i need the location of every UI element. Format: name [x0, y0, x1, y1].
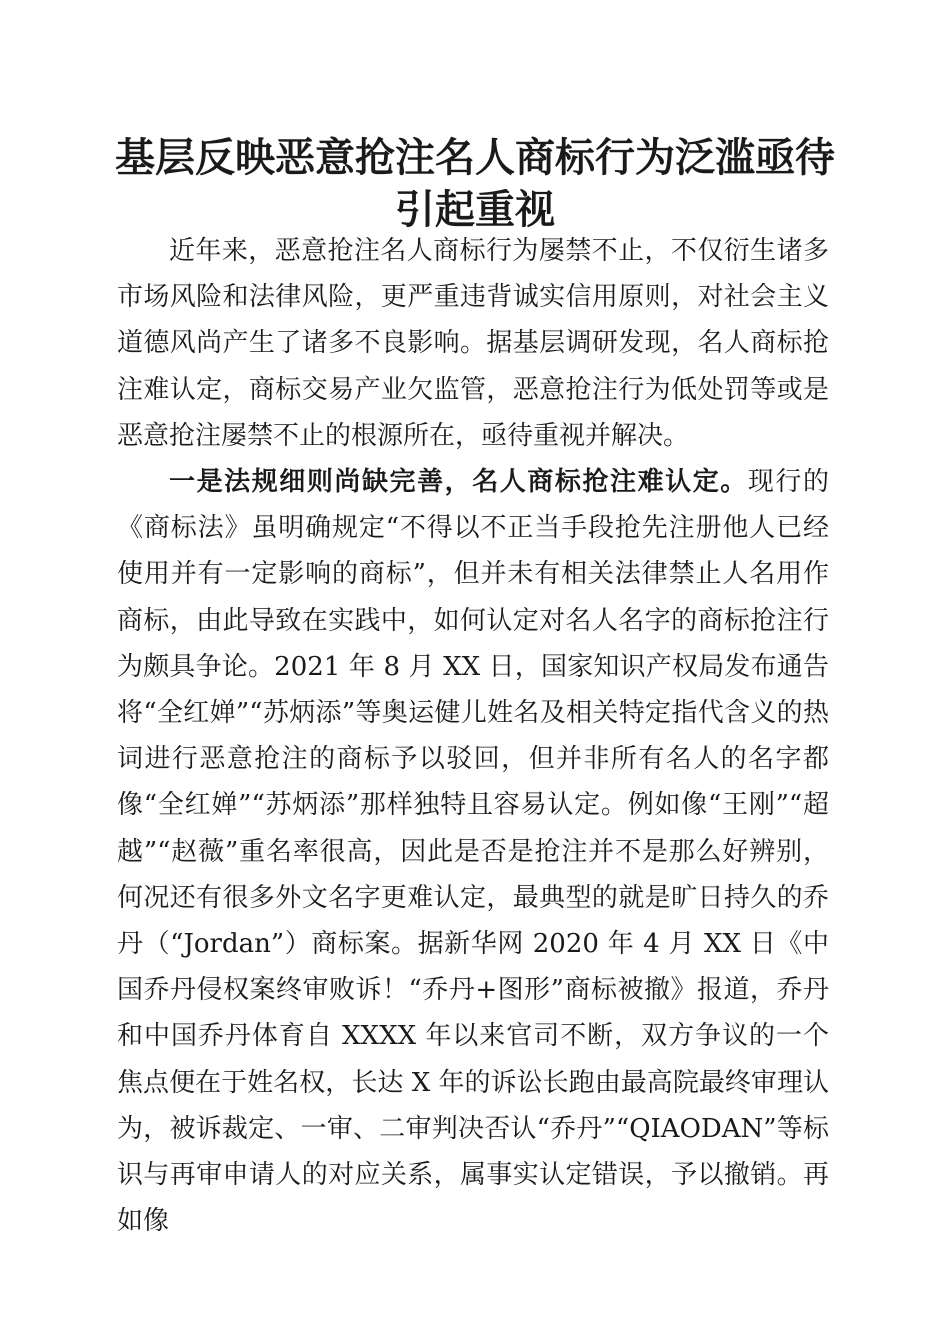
paragraph-intro — [117, 228, 829, 459]
paragraph-point-one — [117, 459, 829, 1244]
paragraph-point-one-text: 现行的《商标法》虽明确规定“不得以不正当手段抢先注册他人已经使用并有一定影响的商标”，但并未有相关法律禁止人名用作商标，由此导致在实践中，如何认定对名人名字的商标抢注行为颇具争论。2021 年 8 月 XX 日，国家知识产权局发布通告将“全红婵”“苏炳添”等奥运健儿姓名及相关特定指代含义的热词进行恶意抢注的商标予以驳回，但并非所有名人的名字都像“全红婵”“苏炳添”那样独特且容易认定。例如像“王刚”“超越”“赵薇”重名率很高，因此是否是抢注并不是那么好辨别，何况还有很多外文名字更难认定，最典型的就是旷日持久的乔丹（“Jordan”）商标案。据新华网 2020 年 4 月 XX 日《中国乔丹侵权案终审败诉！“乔丹+图形”商标被撤》报道，乔丹和中国乔丹体育自 XXXX 年以来官司不断，双方争议的一个焦点便在于姓名权，长达 X 年的诉讼长跑由最高院最终审理认为，被诉裁定、一审、二审判决否认“乔丹”“QIAODAN”等标识与再审申请人的对应关系，属事实认定错误，予以撤销。再如像 — [117, 467, 829, 1237]
document-title: 基层反映恶意抢注名人商标行为泛滥亟待引起重视 — [115, 134, 835, 233]
paragraph-point-one-lead: 一是法规细则尚缺完善，名人商标抢注难认定。 — [169, 467, 748, 498]
paragraph-intro-text: 近年来，恶意抢注名人商标行为屡禁不止，不仅衍生诸多市场风险和法律风险，更严重违背诚实信用原则，对社会主义道德风尚产生了诸多不良影响。据基层调研发现，名人商标抢注难认定，商标交易产业欠监管，恶意抢注行为低处罚等或是恶意抢注屡禁不止的根源所在，亟待重视并解决。 — [117, 236, 829, 451]
document-body — [117, 228, 829, 1244]
